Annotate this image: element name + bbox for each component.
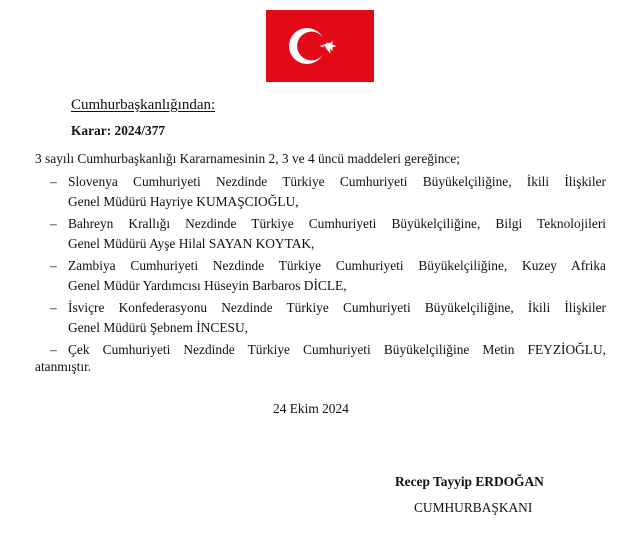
signer-title: CUMHURBAŞKANI <box>414 500 533 515</box>
dash-bullet: – <box>50 300 57 315</box>
item-line: Bahreyn Krallığı Nezdinde Türkiye Cumhuriyeti Büyükelçiliğine, Bilgi Teknolojileri <box>68 216 606 231</box>
appointment-list <box>38 172 606 362</box>
turkish-flag-icon <box>266 10 374 82</box>
list-item <box>38 340 606 360</box>
list-item <box>38 256 606 296</box>
list-item <box>38 214 606 254</box>
dash-bullet: – <box>50 174 57 189</box>
decision-date: 24 Ekim 2024 <box>273 401 349 416</box>
item-line: Genel Müdürü Ayşe Hilal SAYAN KOYTAK, <box>68 236 315 251</box>
item-line: Genel Müdürü Hayriye KUMAŞCIOĞLU, <box>68 194 299 209</box>
list-item <box>38 172 606 212</box>
item-line: Genel Müdürü Şebnem İNCESU, <box>68 320 249 335</box>
issuer-heading: Cumhurbaşkanlığından: <box>71 97 216 113</box>
dash-bullet: – <box>50 258 57 273</box>
list-item <box>38 298 606 338</box>
item-line: Genel Müdür Yardımcısı Hüseyin Barbaros DİCLE, <box>68 278 347 293</box>
intro-paragraph: 3 sayılı Cumhurbaşkanlığı Kararnamesinin 2, 3 ve 4 üncü maddeleri gereğince; <box>35 151 461 166</box>
decision-number: Karar: 2024/377 <box>71 123 166 138</box>
item-line: Slovenya Cumhuriyeti Nezdinde Türkiye Cumhuriyeti Büyükelçiliğine, İkili İlişkiler <box>68 174 606 189</box>
item-line: İsviçre Konfederasyonu Nezdinde Türkiye Cumhuriyeti Büyükelçiliğine, İkili İlişkiler <box>68 300 606 315</box>
closing-text: atanmıştır. <box>35 359 92 374</box>
dash-bullet: – <box>50 342 57 357</box>
signer-name: Recep Tayyip ERDOĞAN <box>395 474 544 489</box>
dash-bullet: – <box>50 216 57 231</box>
item-line: Çek Cumhuriyeti Nezdinde Türkiye Cumhuriyeti Büyükelçiliğine Metin FEYZİOĞLU, <box>68 342 606 357</box>
item-line: Zambiya Cumhuriyeti Nezdinde Türkiye Cumhuriyeti Büyükelçiliğine, Kuzey Afrika <box>68 258 606 273</box>
